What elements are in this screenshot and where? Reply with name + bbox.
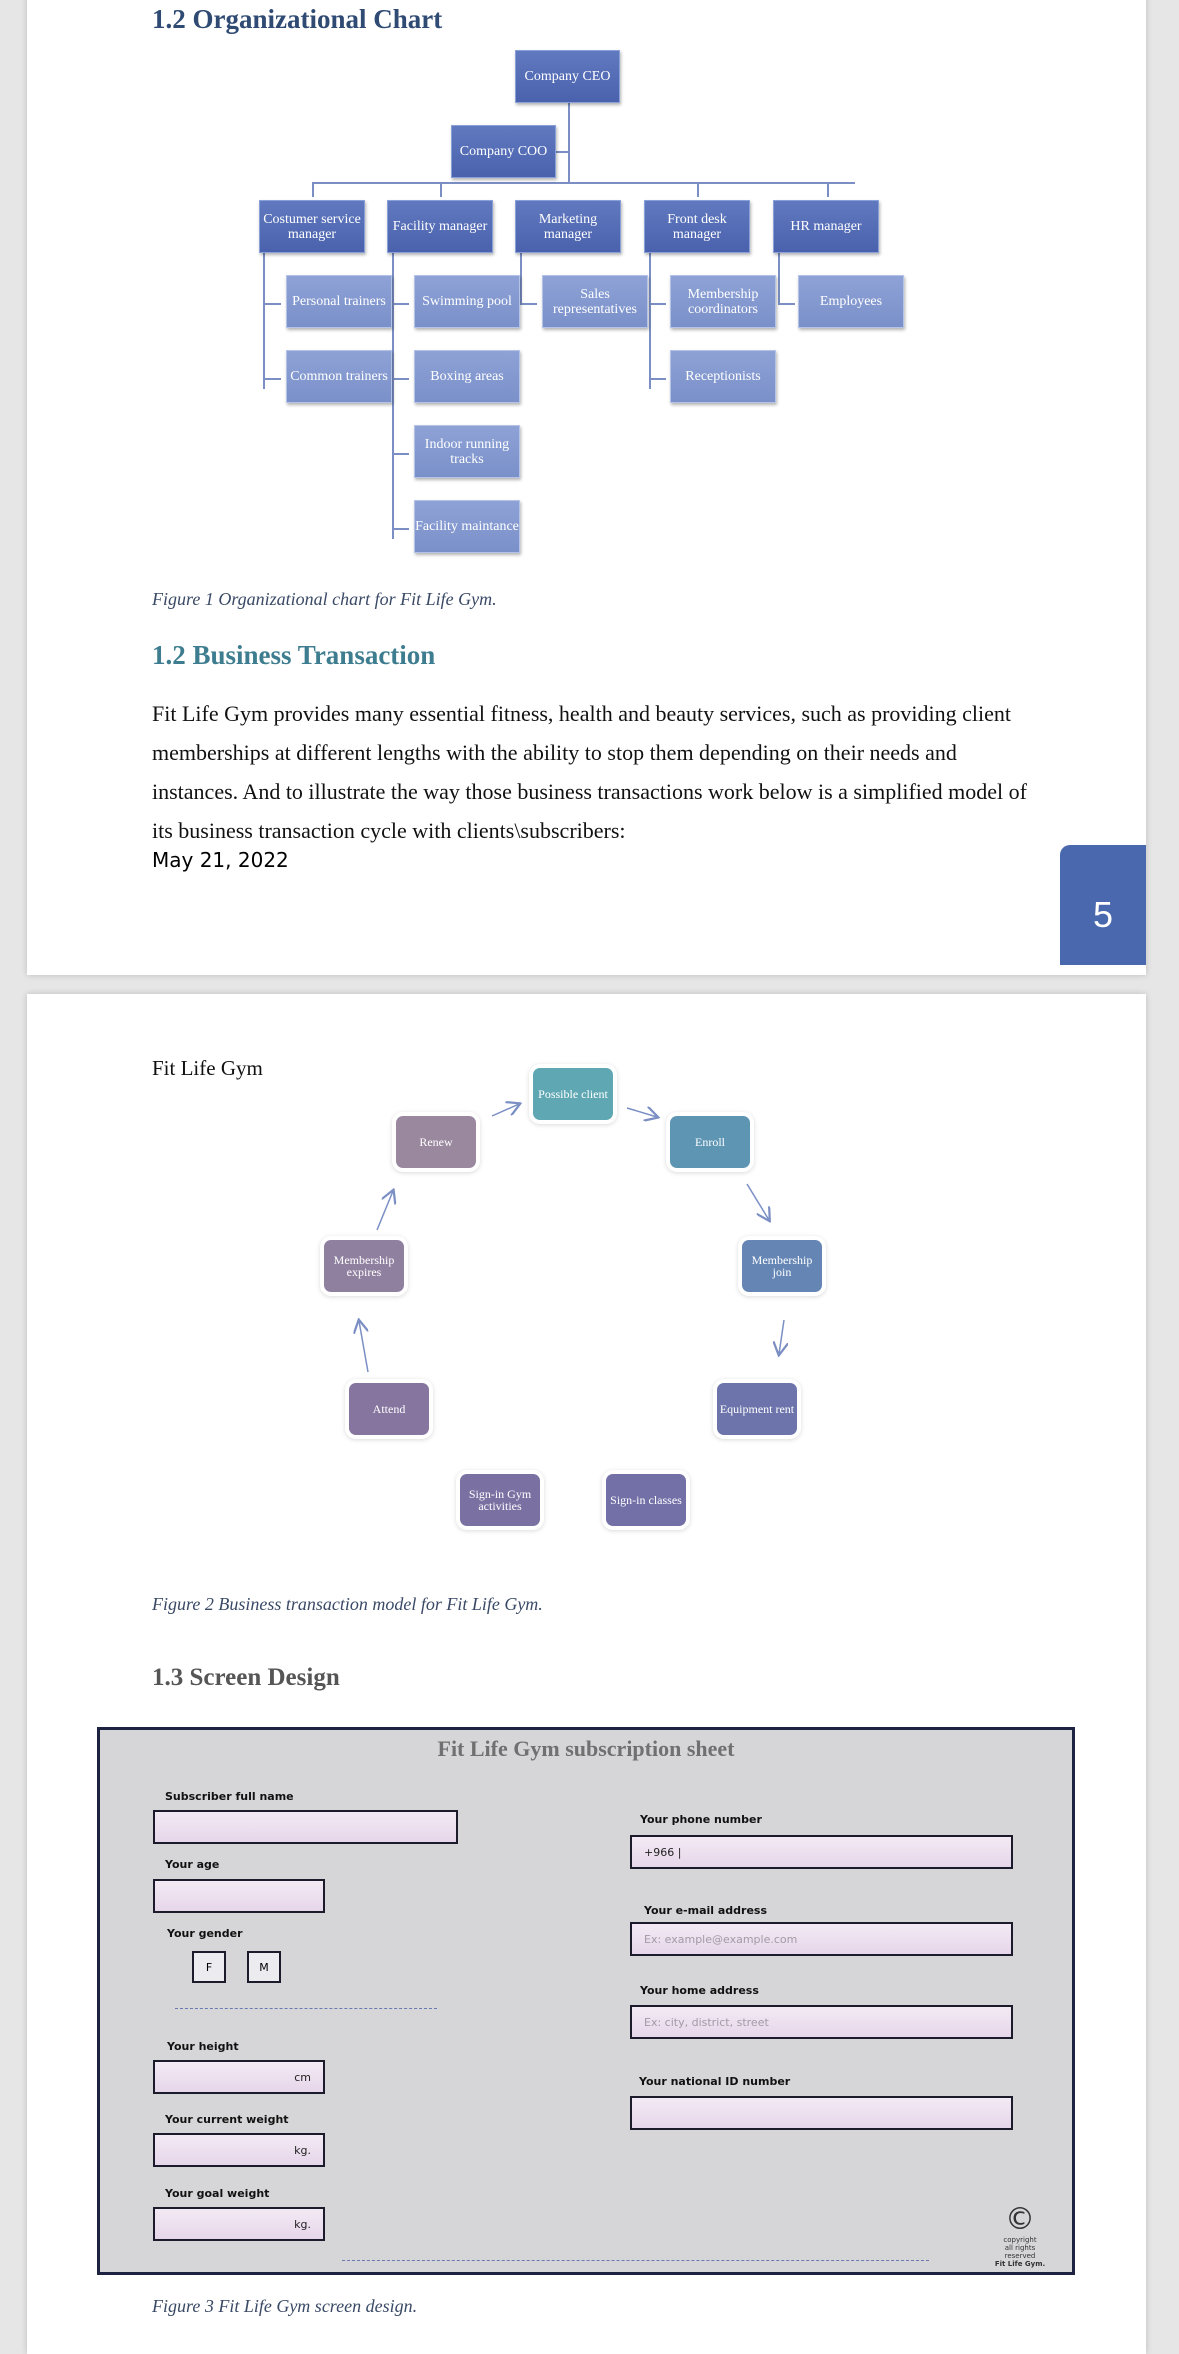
connector [697, 182, 699, 197]
connector [778, 252, 780, 305]
cycle-arrow [377, 1191, 393, 1230]
org-box-coo: Company COO [451, 125, 556, 178]
height-input[interactable] [153, 2060, 325, 2094]
connector [392, 303, 409, 305]
org-chart-heading: 1.2 Organizational Chart [152, 4, 443, 34]
org-box-ceo: Company CEO [515, 50, 620, 103]
address-label: Your home address [640, 1984, 759, 1997]
divider [342, 2260, 929, 2261]
cycle-arrow [492, 1104, 519, 1116]
connector [392, 252, 394, 539]
document-page-1 [27, 0, 1146, 975]
connector [312, 182, 855, 184]
cycle-step-signin-gym-activities: Sign-in Gym activities [460, 1474, 540, 1526]
address-input[interactable] [630, 2005, 1013, 2039]
copyright-line: Fit Life Gym. [994, 2260, 1046, 2268]
cycle-step-membership-expires: Membership expires [324, 1240, 404, 1292]
goal-weight-unit: kg. [294, 2217, 311, 2231]
connector [263, 378, 281, 380]
figure-1-caption: Figure 1 Organizational chart for Fit Life Gym. [152, 589, 497, 609]
figure-3-caption: Figure 3 Fit Life Gym screen design. [152, 2296, 418, 2316]
org-box-staff: Sales representatives [542, 275, 648, 328]
org-box-staff: Common trainers [286, 350, 392, 403]
current-weight-input[interactable] [153, 2133, 325, 2167]
org-box-staff: Personal trainers [286, 275, 392, 328]
connector [649, 378, 666, 380]
figure-2-caption: Figure 2 Business transaction model for Fit Life Gym. [152, 1594, 543, 1614]
copyright-line: all rights reserved [1004, 2244, 1036, 2260]
org-box-staff: Facility maintance [414, 500, 520, 553]
cycle-step-attend: Attend [349, 1383, 429, 1435]
org-box-manager: Marketing manager [515, 200, 621, 253]
subscription-form [97, 1727, 1075, 2275]
connector [778, 303, 795, 305]
phone-label: Your phone number [640, 1813, 762, 1826]
phone-value: +966 | [644, 1845, 682, 1859]
org-box-manager: Costumer service manager [259, 200, 365, 253]
org-box-staff: Membership coordinators [670, 275, 776, 328]
age-input[interactable] [153, 1879, 325, 1913]
full-name-label: Subscriber full name [165, 1790, 294, 1803]
connector [827, 182, 829, 197]
footer-date: May 21, 2022 [152, 848, 289, 872]
height-label: Your height [167, 2040, 239, 2053]
form-title: Fit Life Gym subscription sheet [437, 1736, 735, 1761]
gender-label: Your gender [167, 1927, 243, 1940]
page-number: 5 [1092, 894, 1114, 935]
business-transaction-heading: 1.2 Business Transaction [152, 640, 436, 670]
age-label: Your age [165, 1858, 220, 1871]
copyright-mark [990, 2204, 1050, 2268]
email-placeholder: Ex: example@example.com [644, 1932, 798, 1946]
document-page-2 [27, 994, 1146, 2354]
connector [392, 528, 409, 530]
address-placeholder: Ex: city, district, street [644, 2015, 769, 2029]
org-box-staff: Receptionists [670, 350, 776, 403]
cycle-step-signin-classes: Sign-in classes [606, 1474, 686, 1526]
divider [175, 2008, 437, 2009]
goal-weight-input[interactable] [153, 2207, 325, 2241]
cycle-arrow [747, 1184, 769, 1220]
cycle-arrows [27, 994, 1146, 1454]
cycle-step-membership-join: Membership join [742, 1240, 822, 1292]
gender-f-button[interactable]: F [192, 1951, 226, 1983]
connector [649, 303, 666, 305]
email-label: Your e-mail address [644, 1904, 768, 1917]
national-id-input[interactable] [630, 2096, 1013, 2130]
connector [649, 252, 651, 389]
cycle-step-renew: Renew [396, 1116, 476, 1168]
copyright-line: copyright [1003, 2236, 1037, 2244]
goal-weight-label: Your goal weight [165, 2187, 270, 2200]
copyright-icon: © [1005, 2202, 1035, 2237]
cycle-arrow [627, 1108, 657, 1117]
connector [263, 252, 265, 389]
email-input[interactable] [630, 1922, 1013, 1956]
height-unit: cm [294, 2070, 311, 2084]
connector [520, 252, 522, 305]
full-name-input[interactable] [153, 1810, 458, 1844]
transaction-paragraph: Fit Life Gym provides many essential fitness, health and beauty services, such as providing client memberships at different lengths with the ability to stop them depending on their needs and instances. And to illustrate the way those business transactions work below is a simplified model of its business transaction cycle with clients\subscribers: [152, 701, 1027, 843]
screen-design-heading: 1.3 Screen Design [152, 1664, 340, 1691]
connector [263, 303, 281, 305]
connector [392, 378, 409, 380]
cycle-step-possible-client: Possible client [533, 1068, 613, 1120]
org-box-staff: Swimming pool [414, 275, 520, 328]
national-id-label: Your national ID number [639, 2075, 791, 2088]
connector [440, 182, 442, 197]
current-weight-label: Your current weight [165, 2113, 289, 2126]
current-weight-unit: kg. [294, 2143, 311, 2157]
page-number-tab [1060, 845, 1146, 965]
org-box-staff: Indoor running tracks [414, 425, 520, 478]
connector [392, 453, 409, 455]
org-box-manager: Front desk manager [644, 200, 750, 253]
connector [312, 182, 314, 197]
gender-m-button[interactable]: M [247, 1951, 281, 1983]
org-box-staff: Boxing areas [414, 350, 520, 403]
org-box-manager: HR manager [773, 200, 879, 253]
phone-input[interactable] [630, 1835, 1013, 1869]
cycle-step-equipment-rent: Equipment rent [717, 1383, 797, 1435]
cycle-step-enroll: Enroll [670, 1116, 750, 1168]
page-header-title: Fit Life Gym [152, 1056, 263, 1080]
cycle-arrow [779, 1320, 784, 1354]
cycle-arrow [359, 1321, 368, 1372]
org-box-staff: Employees [798, 275, 904, 328]
connector [520, 303, 537, 305]
org-box-manager: Facility manager [387, 200, 493, 253]
